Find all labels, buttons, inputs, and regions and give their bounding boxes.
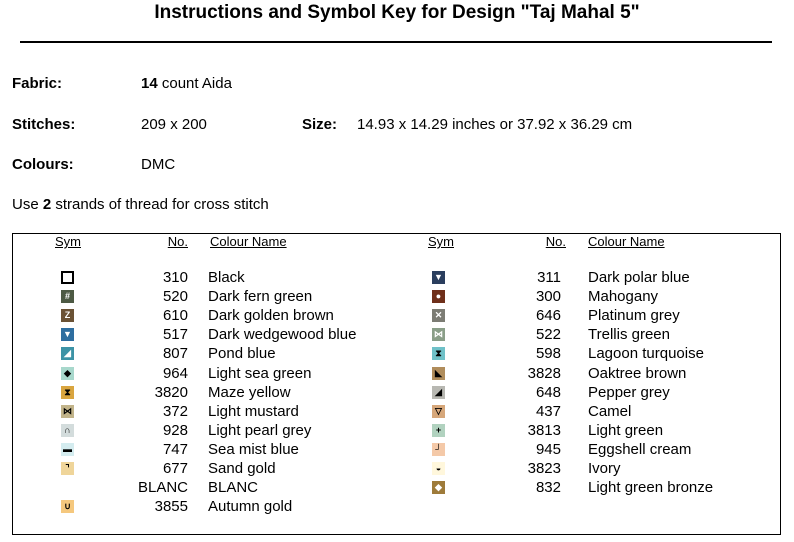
colours-label: Colours:: [12, 156, 74, 173]
colour-name: Light green: [588, 421, 664, 439]
colour-name: Black: [208, 269, 245, 286]
colour-number: 520: [162, 288, 188, 306]
arch-icon: ∩: [61, 424, 74, 437]
colour-name: Light mustard: [208, 402, 299, 420]
table-row: [0, 365, 794, 384]
stitches-value: 209 x 200: [141, 116, 207, 133]
table-row: [0, 288, 794, 307]
colour-number: 3823: [527, 460, 561, 477]
colour-number: 310: [162, 269, 188, 286]
corner-icon: ┘: [432, 443, 445, 456]
fabric-value: [141, 75, 232, 92]
colour-name: Dark fern green: [208, 288, 313, 306]
colour-number: 807: [162, 345, 188, 363]
title-divider: [20, 41, 772, 43]
colours-value: DMC: [141, 156, 176, 173]
colour-name: Oaktree brown: [588, 364, 687, 382]
colour-number: 964: [162, 364, 188, 382]
colour-number: BLANC: [137, 479, 188, 497]
down-triangle-icon: ▼: [432, 271, 445, 284]
colour-number: 311: [537, 269, 561, 286]
cross-icon: ✕: [432, 309, 445, 322]
colour-name: Lagoon turquoise: [588, 345, 704, 363]
page-title: Instructions and Symbol Key for Design "Taj Mahal 5": [154, 2, 640, 23]
diamond-icon: ◆: [432, 481, 445, 494]
colour-number: 3813: [527, 421, 561, 439]
colour-name-header-right: Colour Name: [588, 234, 665, 249]
no-header-left: No.: [167, 234, 188, 249]
stitches-label: Stitches:: [12, 116, 76, 133]
strands-post: strands of thread for cross stitch: [51, 196, 269, 213]
colour-number: 3855: [154, 498, 188, 516]
colour-name: Sea mist blue: [208, 440, 299, 458]
colour-number: 648: [535, 383, 561, 401]
table-row: [0, 403, 794, 422]
sym-header-left: Sym: [55, 234, 81, 249]
strands-instruction: [12, 196, 269, 213]
fabric-label: Fabric:: [12, 75, 63, 92]
size-label: Size:: [302, 116, 338, 133]
colour-number: 646: [535, 307, 561, 325]
size-value: 14.93 x 14.29 inches or 37.92 x 36.29 cm: [357, 116, 633, 133]
colour-number: 372: [162, 402, 188, 420]
table-row: [0, 326, 794, 345]
colour-name: Light green bronze: [588, 479, 714, 497]
table-row: [0, 345, 794, 364]
circle-icon: ●: [432, 290, 445, 303]
colour-number: 3820: [154, 383, 188, 401]
colour-number: 598: [535, 345, 561, 363]
table-row: [0, 441, 794, 460]
colour-number: 832: [535, 479, 561, 497]
colour-number: 610: [162, 307, 188, 325]
strands-count: 2: [42, 196, 52, 213]
colour-name: Pond blue: [208, 345, 276, 363]
colour-number: 437: [535, 402, 561, 420]
colour-number: 945: [535, 440, 561, 458]
hourglass-icon: ⧗: [432, 347, 445, 360]
bowtie-icon: ⋈: [434, 329, 443, 340]
colour-name: Autumn gold: [208, 498, 293, 516]
table-row: [0, 422, 794, 441]
down-triangle-outline-icon: ▽: [432, 405, 445, 418]
colour-number: 677: [162, 460, 188, 477]
colour-name: Light sea green: [208, 364, 312, 382]
hash-icon: #: [61, 290, 74, 303]
strands-pre: Use: [12, 196, 43, 213]
table-row: [0, 269, 794, 288]
colour-name-header-left: Colour Name: [210, 234, 287, 249]
colour-number: 300: [535, 288, 561, 306]
colour-name: Pepper grey: [588, 383, 670, 401]
table-row: [0, 384, 794, 403]
fabric-type: count Aida: [157, 75, 232, 92]
diamond-icon: ◆: [61, 367, 74, 380]
table-row: [0, 479, 794, 498]
plus-icon: +: [432, 424, 445, 437]
colour-name: Platinum grey: [588, 307, 680, 325]
colour-name: Eggshell cream: [588, 440, 692, 458]
down-triangle-icon: ▼: [61, 328, 74, 341]
colour-name: Camel: [588, 402, 632, 420]
colour-name: Ivory: [588, 460, 621, 477]
colour-number: 747: [162, 440, 188, 458]
bar-icon: ▬: [63, 443, 72, 454]
corner-icon: ⌝: [61, 462, 74, 475]
colour-name: Mahogany: [588, 288, 659, 306]
colour-name: Dark golden brown: [208, 307, 334, 325]
sym-header-right: Sym: [428, 234, 454, 249]
colour-name: Maze yellow: [208, 383, 291, 401]
colour-name: Trellis green: [588, 326, 670, 344]
hourglass-icon: ⧗: [61, 386, 74, 399]
table-row: [0, 460, 794, 479]
bowtie-icon: ⋈: [63, 405, 72, 416]
colour-number: 928: [162, 421, 188, 439]
colour-number: 517: [162, 326, 188, 344]
table-row: [0, 307, 794, 326]
corner-triangle-icon: ◣: [432, 367, 445, 380]
colour-number: 3828: [527, 364, 561, 382]
table-row: [0, 498, 794, 517]
no-header-right: No.: [545, 234, 566, 249]
colour-name: Sand gold: [208, 460, 276, 477]
corner-triangle-icon: ◢: [432, 386, 445, 399]
colour-name: BLANC: [208, 479, 259, 497]
colour-name: Dark polar blue: [588, 269, 690, 286]
cup-icon: ∪: [61, 500, 74, 513]
half-circle-icon: ◒: [432, 462, 445, 475]
colour-number: 522: [535, 326, 561, 344]
corner-triangle-icon: ◢: [61, 347, 74, 360]
colour-name: Light pearl grey: [208, 421, 312, 439]
colour-name: Dark wedgewood blue: [208, 326, 357, 344]
fabric-count: 14: [141, 75, 158, 92]
z-icon: Z: [61, 309, 74, 322]
